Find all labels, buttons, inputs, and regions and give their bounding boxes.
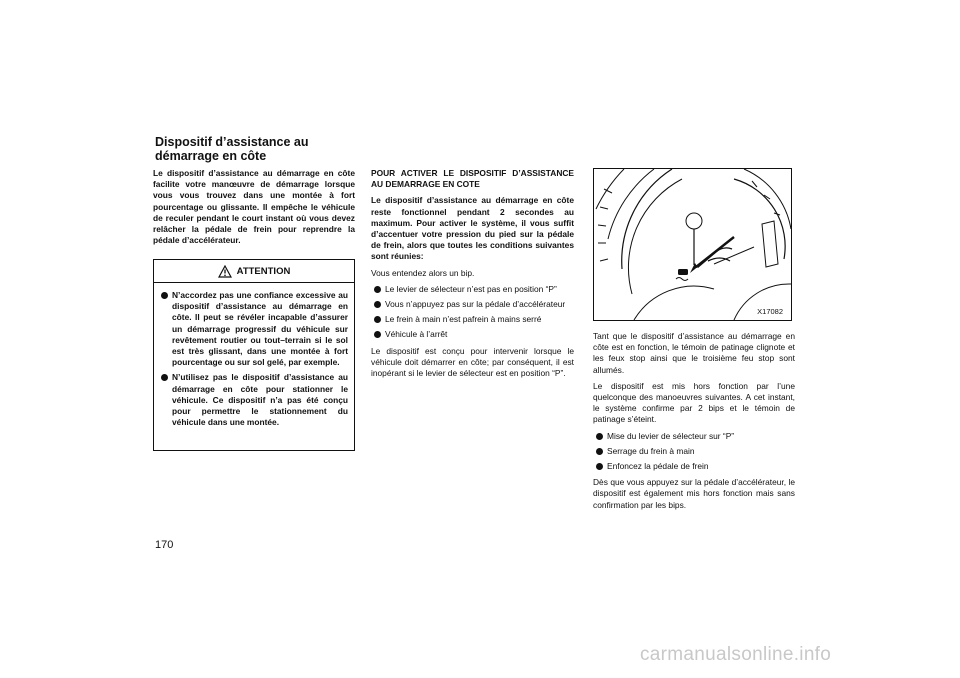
bullet-icon <box>374 316 381 323</box>
closing-paragraph: Le dispositif est conçu pour intervenir lorsque le véhicule doit démarrer en côte; par conséquent, il est inopérant si le levier de sélecteur est en position “P”. <box>371 345 574 379</box>
bullet-icon <box>374 286 381 293</box>
figure-code: X17082 <box>757 307 783 316</box>
list-item: Enfoncez la pédale de frein <box>593 461 795 472</box>
activation-title: POUR ACTIVER LE DISPOSITIF D’ASSISTANCE AU DEMARRAGE EN COTE <box>371 168 574 190</box>
attention-item: N’accordez pas une confiance excessive au dispositif d’assistance au démarrage en côte. Il peut se révéler incapable d’assurer un démarrage progressif du véhicule sur revêtement routier ou tout–terrain si le sol est très glissant, dans une montée à fort pourcentage ou sur sol gelé, par exemple. <box>158 290 348 368</box>
instrument-cluster-figure <box>593 168 792 321</box>
slip-indicator-icon <box>676 269 688 281</box>
bullet-icon <box>596 433 603 440</box>
attention-item: N’utilisez pas le dispositif d’assistance au démarrage en côte pour stationner le véhicule. Ce dispositif n’a pas été conçu pour permettre le stationnement du véhicule dans une montée. <box>158 372 348 428</box>
conditions-list <box>371 284 574 341</box>
list-item: Le frein à main n’est pafrein à mains serré <box>371 314 574 325</box>
list-item: Vous n’appuyez pas sur la pédale d’accélérateur <box>371 299 574 310</box>
activation-column <box>371 168 574 384</box>
list-item: Mise du levier de sélecteur sur “P” <box>593 431 795 442</box>
bullet-icon <box>161 374 168 381</box>
bullet-icon <box>374 331 381 338</box>
page-number: 170 <box>155 539 174 551</box>
deactivation-column <box>593 331 795 516</box>
bullet-icon <box>596 463 603 470</box>
actions-list <box>593 431 795 473</box>
section-heading: Dispositif d’assistance au démarrage en côte <box>155 135 309 163</box>
attention-body <box>154 283 354 428</box>
attention-header <box>154 260 354 283</box>
watermark: carmanualsonline.info <box>640 644 832 665</box>
accelerator-paragraph: Dès que vous appuyez sur la pédale d’accélérateur, le dispositif est également mis hors fonction mais sans confirmation par les bips. <box>593 477 795 510</box>
gauge-illustration <box>594 169 791 320</box>
attention-box <box>153 259 355 451</box>
bullet-icon <box>596 448 603 455</box>
warning-icon <box>218 265 232 278</box>
list-item: Serrage du frein à main <box>593 446 795 457</box>
list-item: Véhicule à l’arrêt <box>371 329 574 340</box>
beep-text: Vous entendez alors un bip. <box>371 267 475 278</box>
intro-column <box>153 168 355 251</box>
attention-title: ATTENTION <box>236 265 291 277</box>
list-item: Le levier de sélecteur n’est pas en position “P” <box>371 284 574 295</box>
activation-bold-paragraph: Le dispositif d’assistance au démarrage en côte reste fonctionnel pendant 2 secondes au maximum. Pour activer le système, il vous suffit d’accentuer votre pression du pied sur la pédale de frein, alors que toutes les conditions suivantes sont réunies: <box>371 195 574 262</box>
bullet-icon <box>161 292 168 299</box>
status-paragraph: Tant que le dispositif d’assistance au démarrage en côte est en fonction, le témoin de patinage clignote et les feux stop ainsi que le troisième feu stop sont allumés. <box>593 331 795 375</box>
intro-paragraph: Le dispositif d’assistance au démarrage en côte facilite votre manœuvre de démarrage lorsque vous vous trouvez dans une montée à fort pourcentage ou glissante. Il empêche le véhicule de reculer pendant le court instant où vous devez relâcher la pédale de frein pour reprendre la pédale d’accélérateur. <box>153 168 355 246</box>
deactivation-paragraph: Le dispositif est mis hors fonction par l’une quelconque des manoeuvres suivantes. A cet instant, le système confirme par 2 bips et le témoin de patinage s’éteint. <box>593 380 795 425</box>
bullet-icon <box>374 301 381 308</box>
